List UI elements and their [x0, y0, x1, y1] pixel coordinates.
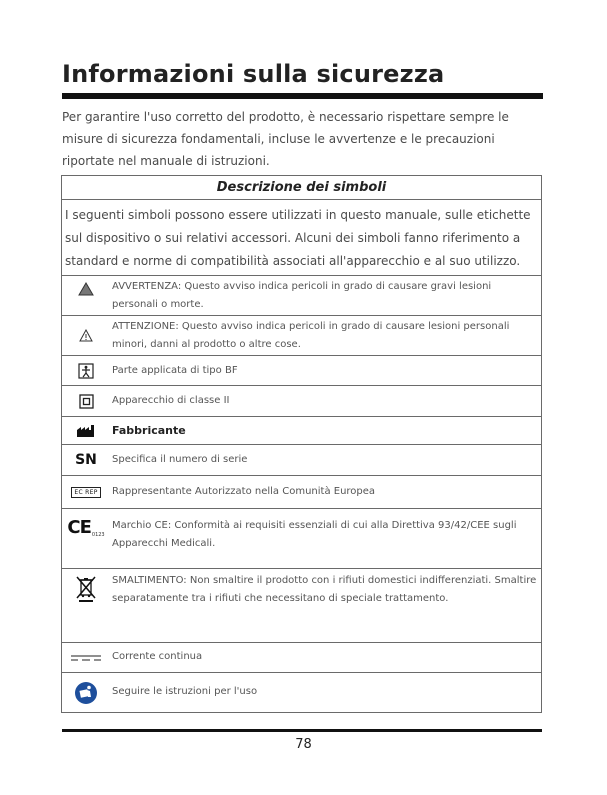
manufacturer-icon	[62, 417, 110, 444]
symbol-text-weee: SMALTIMENTO: Non smaltire il prodotto con i rifiuti domestici indifferenziati. Smaltire separatamente tra i rifiuti che necessitano di speciale trattamento.	[112, 575, 537, 604]
instructions-for-use-icon	[62, 673, 110, 713]
ce-mark-icon	[62, 509, 110, 568]
symbol-text-bf: Parte applicata di tipo BF	[112, 365, 238, 376]
symbol-row-ce	[62, 509, 541, 569]
symbol-text-class-ii: Apparecchio di classe II	[112, 395, 230, 406]
title-rule	[62, 93, 543, 99]
symbol-text-ce: Marchio CE: Conformità ai requisiti essenziali di cui alla Direttiva 93/42/CEE sugli Apparecchi Medicali.	[112, 520, 517, 549]
page-number: 78	[295, 737, 312, 752]
serial-number-icon	[62, 445, 110, 475]
symbols-table	[61, 175, 542, 713]
symbol-row-class-ii	[62, 386, 541, 417]
table-description: I seguenti simboli possono essere utilizzati in questo manuale, sulle etichette sul dispositivo o sui relativi accessori. Alcuni dei simboli fanno riferimento a standard e norme di compatibilità associati all'apparecchio e al suo utilizzo.	[62, 200, 541, 276]
symbol-row-caution	[62, 316, 541, 356]
symbol-text-manufacturer: Fabbricante	[112, 424, 186, 437]
symbol-text-dc: Corrente continua	[112, 651, 203, 662]
caution-triangle-icon	[62, 316, 110, 355]
table-heading: Descrizione dei simboli	[62, 176, 541, 200]
ce-mark-symbol: CE	[67, 517, 91, 538]
symbol-row-instructions	[62, 673, 541, 713]
footer-rule	[62, 729, 542, 732]
notified-body-number: 0123	[91, 532, 105, 538]
class-ii-icon	[62, 386, 110, 416]
symbol-row-warning	[62, 276, 541, 316]
symbol-row-ec-rep	[62, 476, 541, 509]
symbol-row-bf	[62, 356, 541, 386]
symbol-row-manufacturer	[62, 417, 541, 445]
page-title: Informazioni sulla sicurezza	[62, 60, 445, 88]
intro-paragraph: Per garantire l'uso corretto del prodotto, è necessario rispettare sempre le misure di sicurezza fondamentali, incluse le avvertenze e le precauzioni riportate nel manuale di istruzioni.	[62, 110, 509, 168]
warning-triangle-filled-icon	[62, 276, 110, 315]
symbol-text-caution: ATTENZIONE: Questo avviso indica pericoli in grado di causare lesioni personali minori, danni al prodotto o altre cose.	[112, 321, 510, 350]
bf-applied-part-icon	[62, 356, 110, 385]
symbol-row-serial	[62, 445, 541, 476]
serial-number-symbol: SN	[75, 452, 97, 468]
symbol-text-ec-rep: Rappresentante Autorizzato nella Comunità Europea	[112, 486, 376, 497]
symbol-text-serial: Specifica il numero di serie	[112, 454, 248, 465]
symbol-row-dc	[62, 643, 541, 673]
weee-bin-icon	[62, 569, 110, 642]
direct-current-icon	[62, 643, 110, 672]
symbol-text-instructions: Seguire le istruzioni per l'uso	[112, 686, 258, 697]
ec-rep-symbol: EC REP	[71, 487, 100, 498]
ec-rep-icon	[62, 476, 110, 508]
symbol-row-weee	[62, 569, 541, 643]
symbol-text-warning: AVVERTENZA: Questo avviso indica pericoli in grado di causare gravi lesioni personali o morte.	[112, 281, 492, 310]
